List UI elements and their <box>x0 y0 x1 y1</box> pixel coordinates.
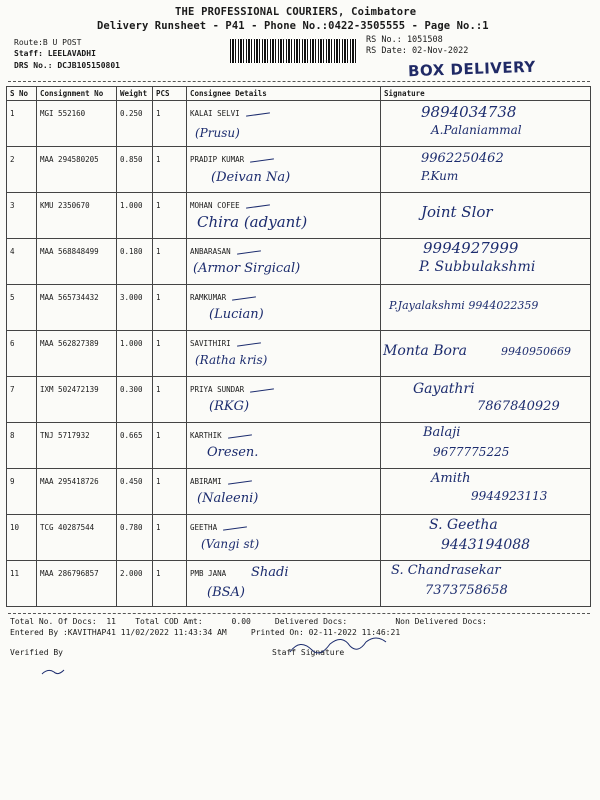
handwritten-signature: S. Geetha <box>429 517 498 533</box>
handwritten-signature-2: P. Subbulakshmi <box>419 259 536 275</box>
handwritten-signature: 9894034738 <box>421 103 517 121</box>
row-sno: 1 <box>10 109 15 118</box>
row-weight: 0.850 <box>120 155 143 164</box>
row-pcs: 1 <box>156 477 161 486</box>
verified-by-scribble <box>42 670 64 674</box>
row-sno: 8 <box>10 431 15 440</box>
handwritten-note: Chira (adyant) <box>197 213 308 231</box>
col-header-consignment: Consignment No <box>37 87 117 101</box>
staff-label: Staff: LEELAVADHI <box>14 49 96 58</box>
row-pcs: 1 <box>156 385 161 394</box>
handwritten-signature-2: 9443194088 <box>441 537 531 553</box>
handwritten-signature: Amith <box>431 471 471 486</box>
handwritten-signature-2: 9944923113 <box>471 489 548 503</box>
handwritten-note: Oresen. <box>207 445 259 460</box>
col-header-signature: Signature <box>381 87 591 101</box>
col-header-sno: S No <box>7 87 37 101</box>
row-weight: 0.665 <box>120 431 143 440</box>
row-consignment: IXM 502472139 <box>40 385 99 394</box>
row-consignee: SAVITHIRI <box>190 339 231 348</box>
handwritten-signature: Joint Slor <box>421 203 493 221</box>
row-weight: 0.450 <box>120 477 143 486</box>
col-header-consignee: Consignee Details <box>187 87 381 101</box>
row-pcs: 1 <box>156 569 161 578</box>
drs-number: DRS No.: DCJB105150801 <box>14 61 120 70</box>
row-consignee: KARTHIK <box>190 431 222 440</box>
row-sno: 10 <box>10 523 20 532</box>
row-sno: 3 <box>10 201 15 210</box>
row-pcs: 1 <box>156 247 161 256</box>
staff-signature-label: Staff Signature <box>272 648 345 657</box>
row-sno: 7 <box>10 385 15 394</box>
col-header-pcs: PCS <box>153 87 187 101</box>
handwritten-signature: Gayathri <box>413 381 475 397</box>
row-consignment: MGI 552160 <box>40 109 86 118</box>
row-consignment: MAA 294580205 <box>40 155 99 164</box>
row-sno: 2 <box>10 155 15 164</box>
handwritten-signature-2: 7867840929 <box>477 399 560 414</box>
rs-number: RS No.: 1051508 <box>366 35 443 45</box>
col-header-weight: Weight <box>117 87 153 101</box>
handwritten-note: (Vangi st) <box>201 537 260 551</box>
row-sno: 6 <box>10 339 15 348</box>
row-consignee: ABIRAMI <box>190 477 222 486</box>
row-sno: 9 <box>10 477 15 486</box>
row-consignee: MOHAN COFEE <box>190 201 240 210</box>
handwritten-note-top: Shadi <box>251 565 289 580</box>
row-pcs: 1 <box>156 109 161 118</box>
row-consignment: MAA 295418726 <box>40 477 99 486</box>
handwritten-signature-2: P.Kum <box>421 169 459 183</box>
row-consignment: TCG 40287544 <box>40 523 95 532</box>
row-sno: 11 <box>10 569 20 578</box>
row-consignee: GEETHA <box>190 523 218 532</box>
row-sno: 5 <box>10 293 15 302</box>
handwritten-note: (RKG) <box>209 399 250 414</box>
handwritten-note: (Ratha kris) <box>195 353 268 367</box>
row-consignment: MAA 562827389 <box>40 339 99 348</box>
company-title: THE PROFESSIONAL COURIERS, Coimbatore <box>175 6 417 18</box>
row-consignee: PRADIP KUMAR <box>190 155 245 164</box>
row-consignment: MAA 565734432 <box>40 293 99 302</box>
handwritten-signature: Monta Bora <box>383 343 467 359</box>
row-consignment: MAA 286796857 <box>40 569 99 578</box>
row-pcs: 1 <box>156 339 161 348</box>
row-weight: 3.000 <box>120 293 143 302</box>
verified-by-label: Verified By <box>10 648 63 657</box>
runsheet-title: Delivery Runsheet - P41 - Phone No.:0422-3505555 - Page No.:1 <box>97 20 489 32</box>
row-pcs: 1 <box>156 201 161 210</box>
handwritten-note: (Lucian) <box>209 307 264 322</box>
row-weight: 0.250 <box>120 109 143 118</box>
handwritten-signature-2: A.Palaniammal <box>431 123 522 137</box>
row-pcs: 1 <box>156 523 161 532</box>
row-consignee: PMB JANA <box>190 569 227 578</box>
entered-by-line: Entered By :KAVITHAP41 11/02/2022 11:43:34 AM Printed On: 02-11-2022 11:46:21 <box>10 628 401 637</box>
row-consignment: TNJ 5717932 <box>40 431 90 440</box>
row-consignee: PRIYA SUNDAR <box>190 385 245 394</box>
row-weight: 1.000 <box>120 339 143 348</box>
handwritten-note: (BSA) <box>207 585 245 600</box>
handwritten-note: (Deivan Na) <box>211 170 291 185</box>
handwritten-signature: P.Jayalakshmi 9944022359 <box>389 299 539 312</box>
row-weight: 0.180 <box>120 247 143 256</box>
route-label: Route:B U POST <box>14 38 82 47</box>
handwritten-signature: S. Chandrasekar <box>391 563 501 578</box>
handwritten-note: (Naleeni) <box>197 491 259 506</box>
handwritten-signature-2: 7373758658 <box>425 583 508 598</box>
row-consignee: ANBARASAN <box>190 247 231 256</box>
rs-date: RS Date: 02-Nov-2022 <box>366 46 469 56</box>
row-consignment: KMU 2350670 <box>40 201 90 210</box>
handwritten-signature: 9994927999 <box>423 239 519 257</box>
handwritten-note: (Armor Sirgical) <box>193 261 301 276</box>
row-sno: 4 <box>10 247 15 256</box>
row-weight: 1.000 <box>120 201 143 210</box>
row-weight: 2.000 <box>120 569 143 578</box>
handwritten-note: (Prusu) <box>195 126 240 140</box>
row-consignment: MAA 568848499 <box>40 247 99 256</box>
staff-signature-scribble <box>290 638 386 653</box>
handwritten-signature-2: 9677775225 <box>433 445 510 459</box>
row-weight: 0.780 <box>120 523 143 532</box>
row-consignee: KALAI SELVI <box>190 109 240 118</box>
row-pcs: 1 <box>156 293 161 302</box>
row-pcs: 1 <box>156 431 161 440</box>
row-pcs: 1 <box>156 155 161 164</box>
handwritten-signature: 9962250462 <box>421 151 504 166</box>
totals-line: Total No. Of Docs: 11 Total COD Amt: 0.00 Delivered Docs: Non Delivered Docs: <box>10 617 487 626</box>
box-delivery-stamp: BOX DELIVERY <box>407 57 537 81</box>
handwritten-signature-2: 9940950669 <box>501 345 571 358</box>
row-weight: 0.300 <box>120 385 143 394</box>
row-consignee: RAMKUMAR <box>190 293 227 302</box>
handwritten-signature: Balaji <box>423 425 461 440</box>
